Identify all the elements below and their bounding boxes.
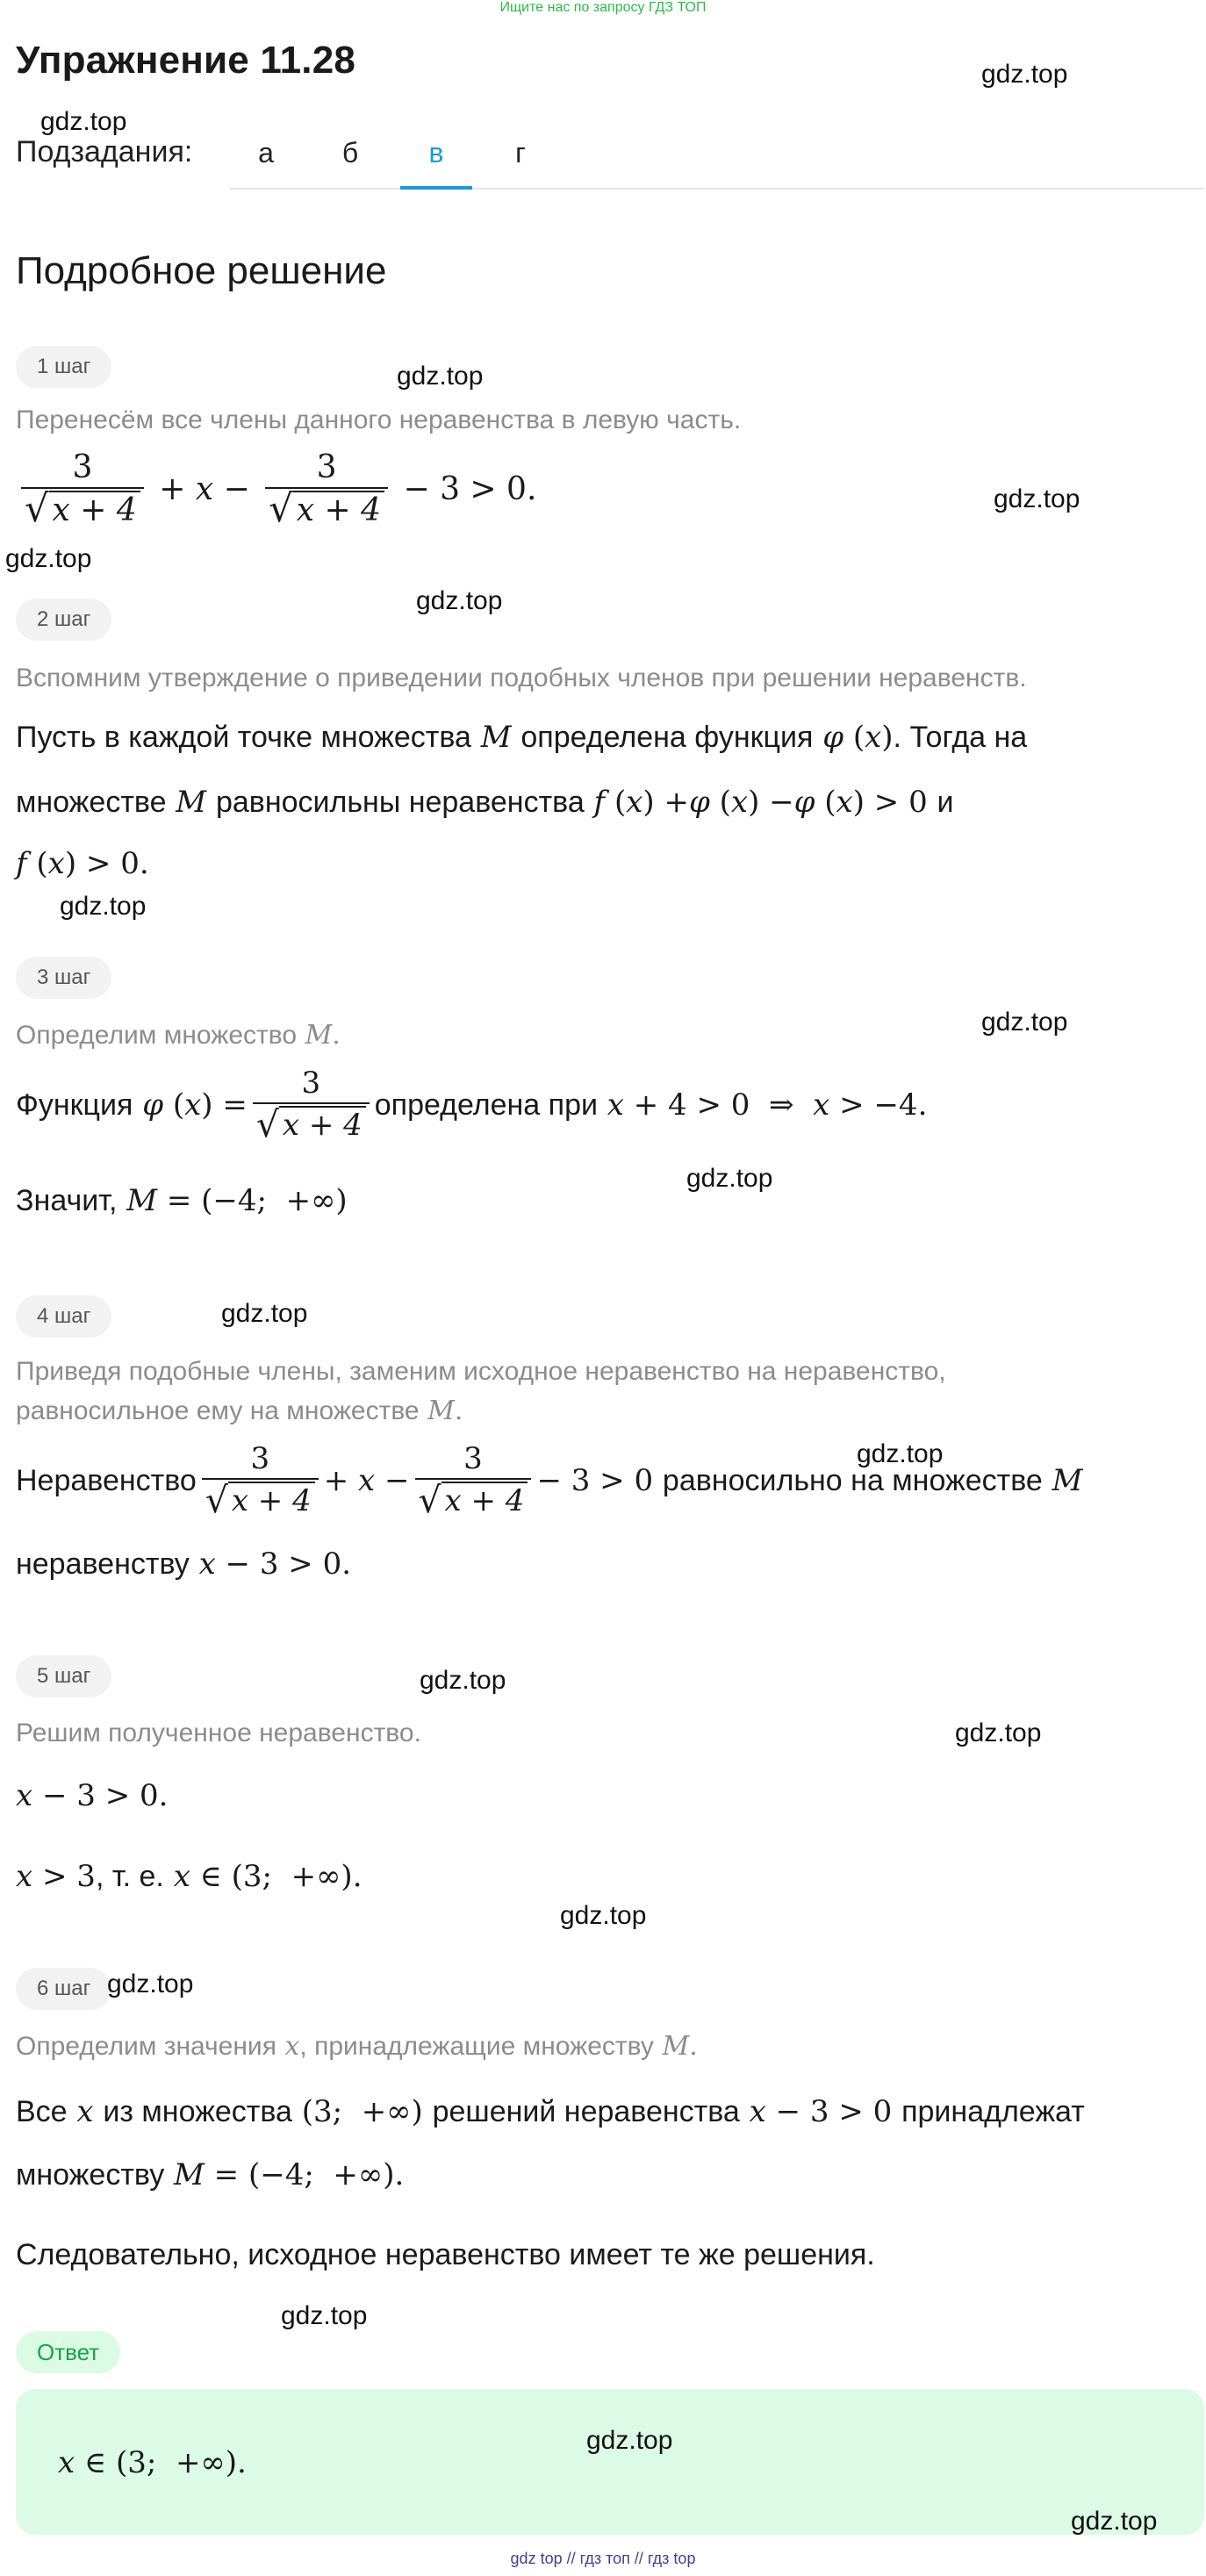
step-note: Приведя подобные члены, заменим исходное неравенство на неравенство,: [16, 1357, 946, 1386]
formula-step1: 3 √ x + 4 + x − 3 √ x + 4 − 3 > 0.: [16, 449, 536, 529]
step-note: равносильное ему на множестве M .: [16, 1396, 463, 1426]
step-badge: 5 шаг: [16, 1655, 111, 1697]
text: принадлежат: [901, 2094, 1085, 2128]
watermark: gdz.top: [994, 484, 1080, 513]
equivalence-line-2: неравенству x − 3 > 0.: [16, 1546, 352, 1582]
step-badge: 1 шаг: [16, 346, 111, 388]
step-note: Вспомним утверждение о приведении подобных членов при решении неравенств.: [16, 664, 1027, 692]
conclusion-text: Следовательно, исходное неравенство имеет те же решения.: [16, 2238, 875, 2271]
watermark: gdz.top: [60, 892, 147, 921]
equivalence-line: Неравенство 3 √ x + 4 + x − 3 √ x + 4 − 3 > 0 равносильно на множестве M: [16, 1441, 1083, 1522]
watermark: gdz.top: [981, 60, 1068, 89]
theorem-line-1: Пусть в каждой точке множества M определена функция φ ( x ) . Тогда на: [16, 720, 1028, 755]
watermark: gdz.top: [857, 1439, 944, 1468]
watermark: gdz.top: [1071, 2507, 1158, 2536]
watermark: gdz.top: [397, 362, 484, 391]
function-domain-line: Функция φ ( x ) = 3 √ x + 4 определена при x + 4 > 0 ⇒ x > −4.: [16, 1066, 928, 1146]
subtask-tabs: [230, 130, 1204, 190]
footer: gdz top // гдз топ // гдз top: [510, 2550, 696, 2567]
text: Определим значения: [16, 2031, 276, 2061]
theorem-line-2: множестве M равносильны неравенства f ( x ) + φ ( x ) − φ ( x ) > 0 и: [16, 785, 954, 820]
watermark: gdz.top: [5, 544, 92, 573]
answer-badge: Ответ: [16, 2331, 120, 2373]
watermark: gdz.top: [416, 586, 503, 615]
set-m-line: Значит, M = (−4; +∞): [16, 1183, 348, 1218]
text: равносильно на множестве: [662, 1463, 1043, 1497]
text: Значит,: [16, 1183, 118, 1217]
step-note: Решим полученное неравенство.: [16, 1719, 421, 1747]
step-note: Определим значения x , принадлежащие множеству M .: [16, 2031, 698, 2062]
text: равносильное ему на множестве: [16, 1396, 420, 1425]
watermark: gdz.top: [560, 1901, 647, 1930]
step-note: Определим множество M .: [16, 1020, 341, 1051]
text: из множества: [103, 2094, 292, 2128]
tab-a[interactable]: а: [258, 137, 274, 169]
conclusion-line-2: множеству M = (−4; +∞).: [16, 2157, 405, 2192]
tab-g[interactable]: г: [515, 137, 526, 169]
text: неравенству: [16, 1546, 190, 1581]
tab-v[interactable]: в: [400, 130, 472, 190]
step-badge: 3 шаг: [16, 957, 111, 999]
watermark: gdz.top: [281, 2301, 368, 2330]
text: , т. е.: [95, 1859, 164, 1893]
text: множестве: [16, 785, 167, 819]
watermark: gdz.top: [586, 2426, 673, 2455]
text: Неравенство: [16, 1463, 197, 1497]
text: определена функция: [520, 720, 814, 754]
tab-b[interactable]: б: [341, 137, 359, 169]
inequality-line: x − 3 > 0.: [16, 1778, 169, 1813]
watermark: gdz.top: [40, 107, 127, 136]
step-note: Перенесём все члены данного неравенства в левую часть.: [16, 405, 742, 434]
section-title: Подробное решение: [16, 249, 387, 292]
step-badge: 2 шаг: [16, 599, 111, 641]
text: Определим множество: [16, 1020, 298, 1050]
text: . Тогда на: [893, 720, 1028, 754]
text: и: [937, 785, 954, 819]
watermark: gdz.top: [107, 1970, 194, 1998]
text: Все: [16, 2094, 68, 2128]
theorem-line-3: f ( x ) > 0.: [16, 846, 149, 881]
top-banner: Ищите нас по запросу ГДЗ ТОП: [499, 0, 707, 15]
watermark: gdz.top: [955, 1719, 1042, 1747]
watermark: gdz.top: [420, 1666, 506, 1695]
solution-line: x > 3 , т. е. x ∈ (3; +∞).: [16, 1859, 363, 1894]
watermark: gdz.top: [686, 1164, 773, 1193]
text: решений неравенства: [432, 2094, 740, 2128]
text: равносильны неравенства: [215, 785, 585, 819]
page-title: Упражнение 11.28: [16, 39, 356, 82]
conclusion-line-1: Все x из множества (3; +∞) решений неравенства x − 3 > 0 принадлежат: [16, 2094, 1085, 2129]
step-badge: 6 шаг: [16, 1968, 111, 2010]
text: Функция: [16, 1087, 133, 1122]
subtasks-label: Подзадания:: [16, 135, 193, 169]
text: определена при: [374, 1087, 598, 1122]
watermark: gdz.top: [221, 1299, 308, 1328]
text: множеству: [16, 2157, 165, 2192]
step-badge: 4 шаг: [16, 1295, 111, 1338]
answer-formula: x ∈ (3; +∞).: [58, 2445, 247, 2480]
watermark: gdz.top: [981, 1008, 1068, 1037]
text: , принадлежащие множеству: [299, 2031, 654, 2061]
text: Пусть в каждой точке множества: [16, 720, 471, 754]
